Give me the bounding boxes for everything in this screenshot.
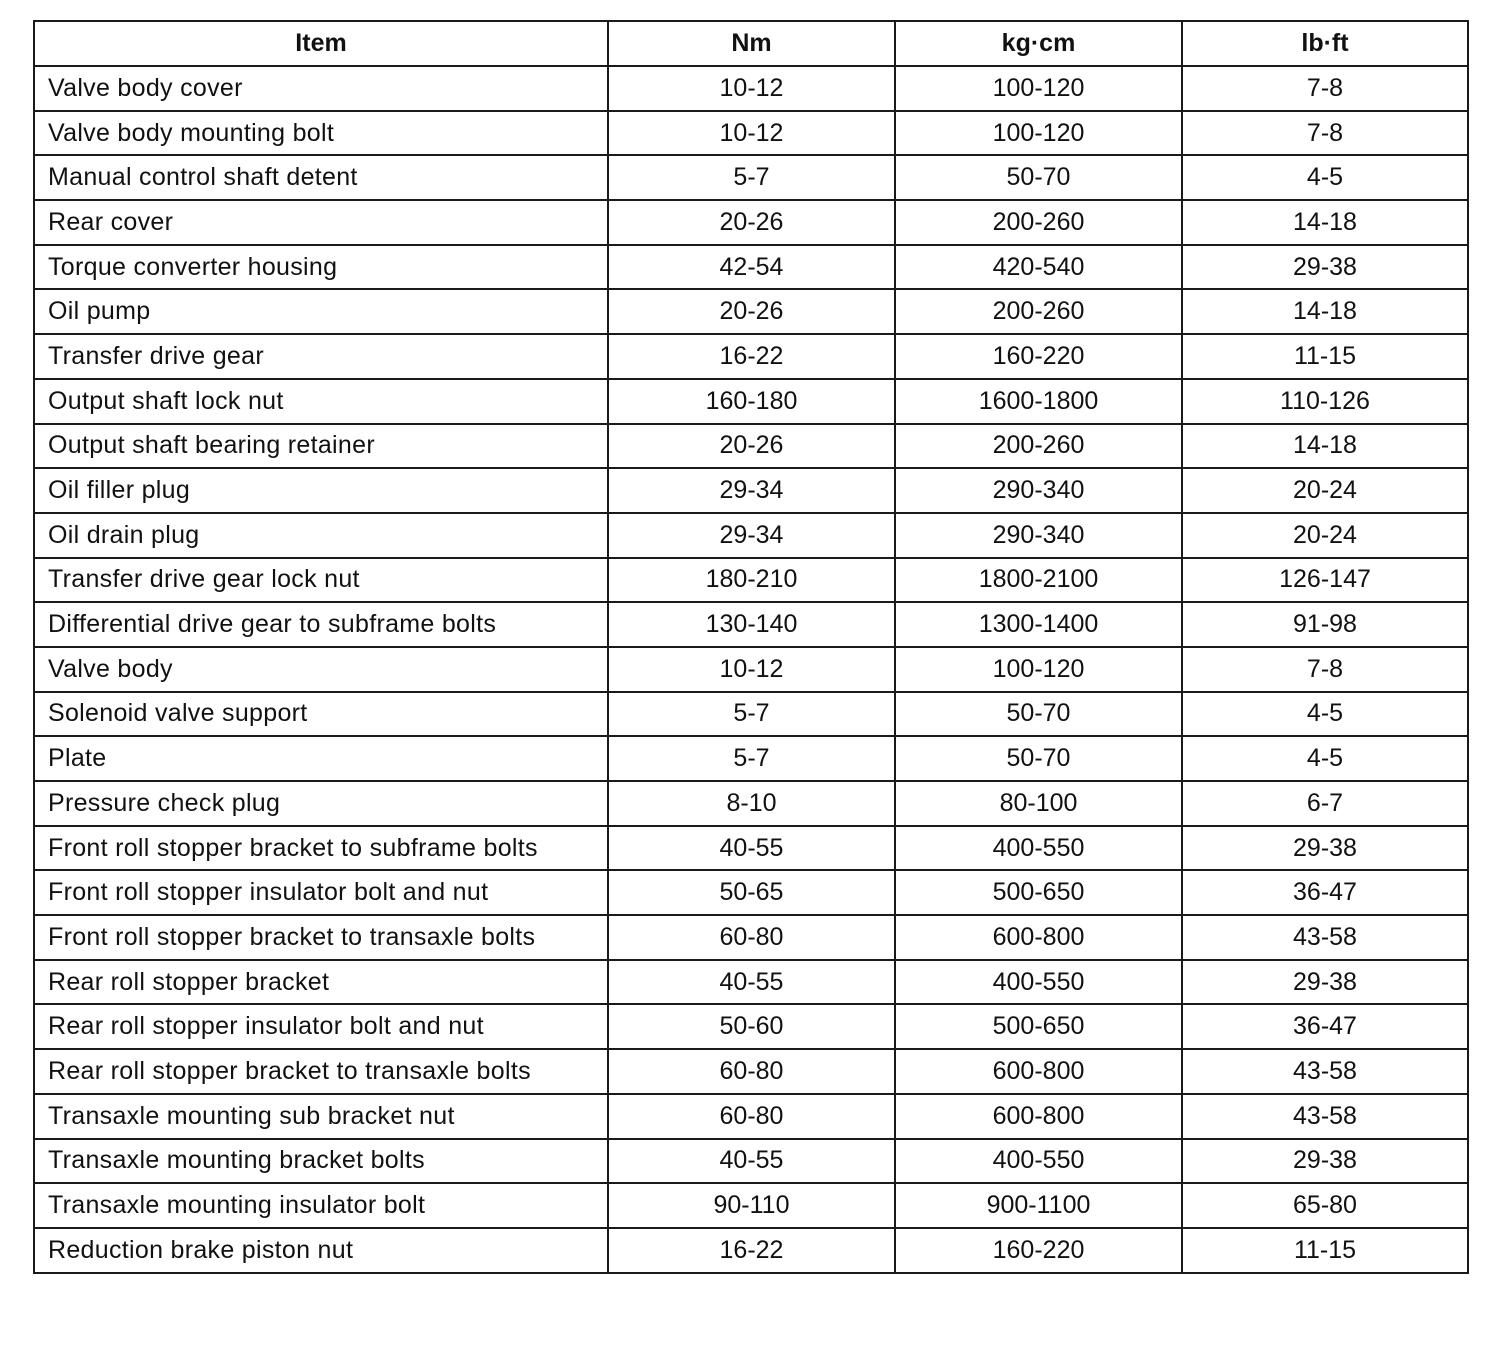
kgcm-cell: 900-1100: [895, 1183, 1182, 1228]
table-row: [34, 1004, 1468, 1049]
nm-cell: 40-55: [608, 960, 895, 1005]
lbft-cell: 65-80: [1182, 1183, 1468, 1228]
nm-cell: 20-26: [608, 200, 895, 245]
kgcm-cell: 50-70: [895, 736, 1182, 781]
item-cell: Reduction brake piston nut: [34, 1228, 608, 1273]
nm-cell: 5-7: [608, 736, 895, 781]
table-row: [34, 1094, 1468, 1139]
table-row: [34, 245, 1468, 290]
item-cell: Front roll stopper bracket to subframe bolts: [34, 826, 608, 871]
item-cell: Valve body mounting bolt: [34, 111, 608, 156]
nm-cell: 5-7: [608, 155, 895, 200]
table-row: [34, 692, 1468, 737]
item-cell: Manual control shaft detent: [34, 155, 608, 200]
nm-cell: 5-7: [608, 692, 895, 737]
item-cell: Plate: [34, 736, 608, 781]
header-nm: Nm: [608, 21, 895, 66]
kgcm-cell: 400-550: [895, 826, 1182, 871]
lbft-cell: 14-18: [1182, 200, 1468, 245]
nm-cell: 60-80: [608, 915, 895, 960]
lbft-cell: 43-58: [1182, 1094, 1468, 1139]
table-row: [34, 200, 1468, 245]
table-header-row: [34, 21, 1468, 66]
table-row: [34, 1139, 1468, 1184]
item-cell: Output shaft bearing retainer: [34, 424, 608, 469]
nm-cell: 10-12: [608, 66, 895, 111]
kgcm-cell: 50-70: [895, 692, 1182, 737]
lbft-cell: 43-58: [1182, 915, 1468, 960]
kgcm-cell: 290-340: [895, 468, 1182, 513]
nm-cell: 16-22: [608, 1228, 895, 1273]
lbft-cell: 36-47: [1182, 1004, 1468, 1049]
kgcm-cell: 100-120: [895, 647, 1182, 692]
item-cell: Rear roll stopper insulator bolt and nut: [34, 1004, 608, 1049]
lbft-cell: 126-147: [1182, 558, 1468, 603]
lbft-cell: 4-5: [1182, 692, 1468, 737]
table-row: [34, 1049, 1468, 1094]
item-cell: Rear roll stopper bracket: [34, 960, 608, 1005]
table-row: [34, 111, 1468, 156]
lbft-cell: 7-8: [1182, 647, 1468, 692]
nm-cell: 20-26: [608, 424, 895, 469]
lbft-cell: 29-38: [1182, 245, 1468, 290]
nm-cell: 50-65: [608, 870, 895, 915]
kgcm-cell: 80-100: [895, 781, 1182, 826]
kgcm-cell: 290-340: [895, 513, 1182, 558]
lbft-cell: 4-5: [1182, 736, 1468, 781]
table-row: [34, 289, 1468, 334]
kgcm-cell: 200-260: [895, 200, 1182, 245]
lbft-cell: 14-18: [1182, 289, 1468, 334]
kgcm-cell: 400-550: [895, 1139, 1182, 1184]
lbft-cell: 7-8: [1182, 111, 1468, 156]
item-cell: Transaxle mounting bracket bolts: [34, 1139, 608, 1184]
kgcm-cell: 160-220: [895, 1228, 1182, 1273]
table-row: [34, 736, 1468, 781]
table-row: [34, 826, 1468, 871]
item-cell: Valve body: [34, 647, 608, 692]
lbft-cell: 11-15: [1182, 334, 1468, 379]
kgcm-cell: 50-70: [895, 155, 1182, 200]
lbft-cell: 20-24: [1182, 513, 1468, 558]
table-row: [34, 424, 1468, 469]
nm-cell: 60-80: [608, 1049, 895, 1094]
nm-cell: 60-80: [608, 1094, 895, 1139]
table-row: [34, 870, 1468, 915]
kgcm-cell: 1800-2100: [895, 558, 1182, 603]
lbft-cell: 29-38: [1182, 1139, 1468, 1184]
header-kgcm: kg·cm: [895, 21, 1182, 66]
lbft-cell: 4-5: [1182, 155, 1468, 200]
lbft-cell: 43-58: [1182, 1049, 1468, 1094]
item-cell: Oil filler plug: [34, 468, 608, 513]
table-row: [34, 602, 1468, 647]
kgcm-cell: 600-800: [895, 1049, 1182, 1094]
lbft-cell: 29-38: [1182, 826, 1468, 871]
item-cell: Pressure check plug: [34, 781, 608, 826]
torque-spec-table: [33, 20, 1469, 1274]
kgcm-cell: 1300-1400: [895, 602, 1182, 647]
kgcm-cell: 100-120: [895, 66, 1182, 111]
lbft-cell: 7-8: [1182, 66, 1468, 111]
header-item: Item: [34, 21, 608, 66]
nm-cell: 90-110: [608, 1183, 895, 1228]
kgcm-cell: 100-120: [895, 111, 1182, 156]
nm-cell: 29-34: [608, 468, 895, 513]
lbft-cell: 110-126: [1182, 379, 1468, 424]
lbft-cell: 20-24: [1182, 468, 1468, 513]
item-cell: Rear cover: [34, 200, 608, 245]
nm-cell: 42-54: [608, 245, 895, 290]
nm-cell: 29-34: [608, 513, 895, 558]
item-cell: Rear roll stopper bracket to transaxle bolts: [34, 1049, 608, 1094]
kgcm-cell: 600-800: [895, 1094, 1182, 1139]
header-lbft: lb·ft: [1182, 21, 1468, 66]
lbft-cell: 36-47: [1182, 870, 1468, 915]
nm-cell: 40-55: [608, 1139, 895, 1184]
item-cell: Transfer drive gear: [34, 334, 608, 379]
item-cell: Valve body cover: [34, 66, 608, 111]
item-cell: Transaxle mounting sub bracket nut: [34, 1094, 608, 1139]
item-cell: Transaxle mounting insulator bolt: [34, 1183, 608, 1228]
lbft-cell: 14-18: [1182, 424, 1468, 469]
item-cell: Front roll stopper insulator bolt and nut: [34, 870, 608, 915]
lbft-cell: 91-98: [1182, 602, 1468, 647]
nm-cell: 40-55: [608, 826, 895, 871]
table-row: [34, 647, 1468, 692]
table-row: [34, 379, 1468, 424]
nm-cell: 20-26: [608, 289, 895, 334]
kgcm-cell: 600-800: [895, 915, 1182, 960]
nm-cell: 50-60: [608, 1004, 895, 1049]
item-cell: Solenoid valve support: [34, 692, 608, 737]
item-cell: Differential drive gear to subframe bolts: [34, 602, 608, 647]
table-row: [34, 558, 1468, 603]
nm-cell: 10-12: [608, 647, 895, 692]
nm-cell: 10-12: [608, 111, 895, 156]
table-row: [34, 155, 1468, 200]
kgcm-cell: 1600-1800: [895, 379, 1182, 424]
table-row: [34, 468, 1468, 513]
item-cell: Torque converter housing: [34, 245, 608, 290]
item-cell: Oil drain plug: [34, 513, 608, 558]
kgcm-cell: 200-260: [895, 289, 1182, 334]
item-cell: Transfer drive gear lock nut: [34, 558, 608, 603]
item-cell: Output shaft lock nut: [34, 379, 608, 424]
item-cell: Front roll stopper bracket to transaxle bolts: [34, 915, 608, 960]
nm-cell: 180-210: [608, 558, 895, 603]
lbft-cell: 6-7: [1182, 781, 1468, 826]
kgcm-cell: 420-540: [895, 245, 1182, 290]
table-row: [34, 960, 1468, 1005]
table-row: [34, 1183, 1468, 1228]
kgcm-cell: 160-220: [895, 334, 1182, 379]
kgcm-cell: 500-650: [895, 1004, 1182, 1049]
lbft-cell: 29-38: [1182, 960, 1468, 1005]
nm-cell: 16-22: [608, 334, 895, 379]
table-row: [34, 781, 1468, 826]
table-body: [34, 66, 1468, 1273]
table-row: [34, 513, 1468, 558]
table-row: [34, 334, 1468, 379]
item-cell: Oil pump: [34, 289, 608, 334]
table-row: [34, 1228, 1468, 1273]
nm-cell: 8-10: [608, 781, 895, 826]
table-row: [34, 66, 1468, 111]
nm-cell: 160-180: [608, 379, 895, 424]
table-row: [34, 915, 1468, 960]
kgcm-cell: 400-550: [895, 960, 1182, 1005]
kgcm-cell: 200-260: [895, 424, 1182, 469]
lbft-cell: 11-15: [1182, 1228, 1468, 1273]
kgcm-cell: 500-650: [895, 870, 1182, 915]
nm-cell: 130-140: [608, 602, 895, 647]
